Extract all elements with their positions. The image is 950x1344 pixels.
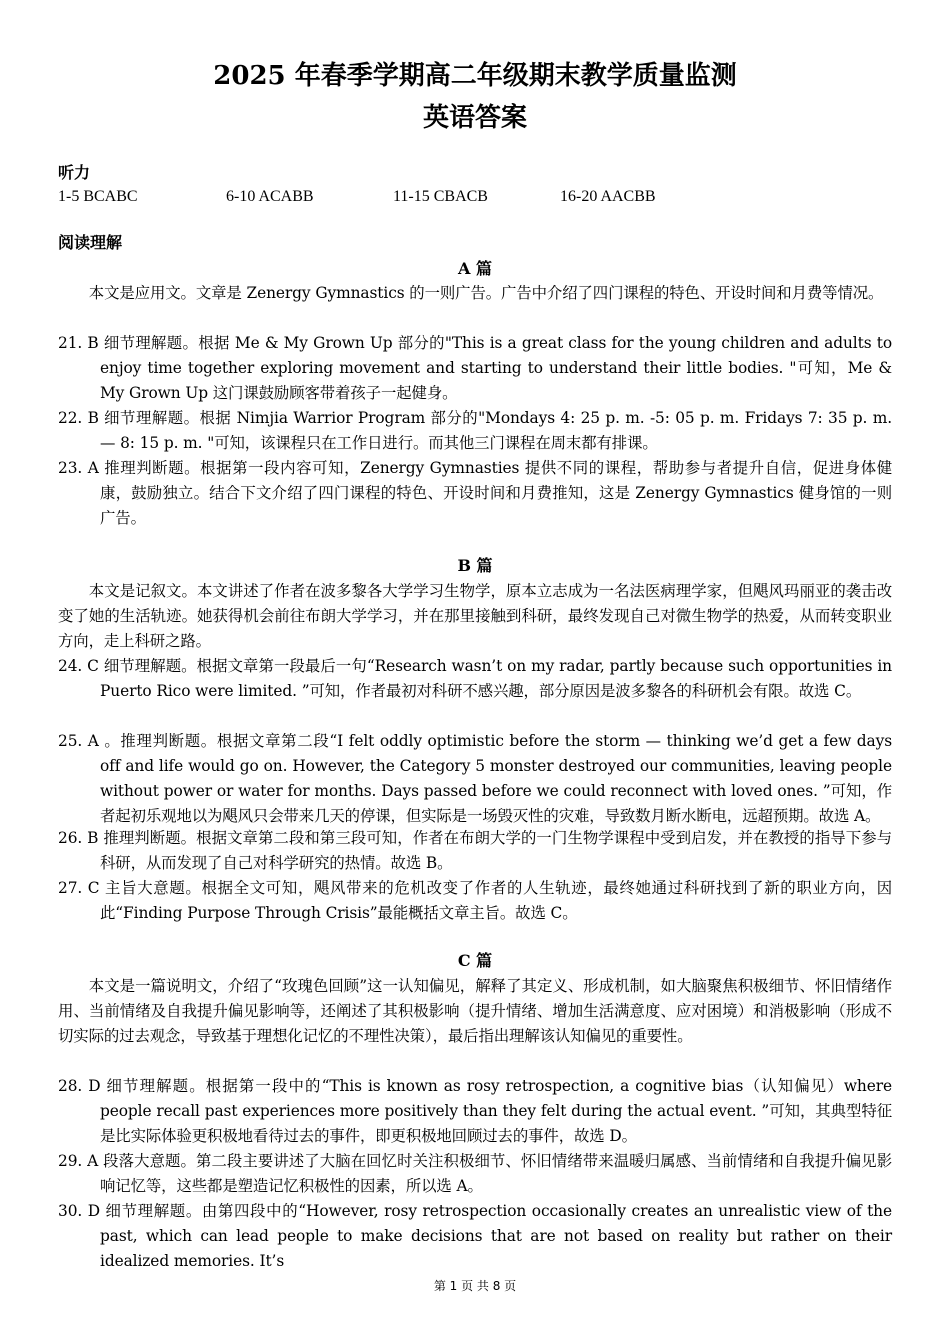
answer-explanation-29 bbox=[58, 1149, 892, 1199]
passage-c-intro: 本文是一篇说明文，介绍了“玫瑰色回顾”这一认知偏见，解释了其定义、形成机制，如大脑聚焦积极细节、怀旧情绪作用、当前情绪及自我提升偏见影响等，还阐述了其积极影响（提升情绪、增加生活满意度、应对困境）和消极影响（形成不切实际的过去观念，导致基于理想化记忆的不理性决策），最后指出理解该认知偏见的重要性。 bbox=[58, 977, 892, 1045]
listening-answer-group: 16-20 AACBB bbox=[560, 188, 656, 205]
question-number: 23. bbox=[58, 459, 83, 477]
question-number: 24. bbox=[58, 657, 83, 675]
answer-explanation-30 bbox=[58, 1199, 892, 1274]
question-number: 21. bbox=[58, 334, 83, 352]
question-number: 28. bbox=[58, 1077, 83, 1095]
passage-a-heading: A 篇 bbox=[458, 259, 492, 278]
reading-heading: 阅读理解 bbox=[58, 233, 123, 252]
question-explanation: B 推理判断题。根据文章第二段和第三段可知，作者在布朗大学的一门生物学课程中受到启发，并在教授的指导下参与科研，从而发现了自己对科学研究的热情。故选 B。 bbox=[87, 829, 893, 872]
answer-explanation-23 bbox=[58, 456, 892, 531]
listening-answer-group: 6-10 ACABB bbox=[226, 188, 314, 205]
question-number: 30. bbox=[58, 1202, 83, 1220]
question-number: 26. bbox=[58, 829, 83, 847]
passage-b-heading: B 篇 bbox=[457, 556, 493, 575]
answer-explanation-22 bbox=[58, 406, 892, 456]
answer-explanation-21 bbox=[58, 331, 892, 406]
question-explanation: A 。推理判断题。根据文章第二段“I felt oddly optimistic before the storm — thinking we’d get a few days off and life would go on. However, the Category 5 monster destroyed our communities, leaving people without power or water for months. Days passed before we could reconnect with loved ones. ”可知，作者起初乐观地以为飓风只会带来几天的停课，但实际是一场毁灭性的灾难，导致数月断水断电，远超预期。故选 A。 bbox=[87, 732, 892, 825]
listening-answer-group: 1-5 BCABC bbox=[58, 188, 138, 205]
question-explanation: B 细节理解题。根据 Me & My Grown Up 部分的"This is a great class for the young children and adults to enjoy time together exploring movement and starting to understand their little bodies. "可知，Me & My Grown Up 这门课鼓励顾客带着孩子一起健身。 bbox=[87, 334, 892, 402]
question-explanation: C 主旨大意题。根据全文可知，飓风带来的危机改变了作者的人生轨迹，最终她通过科研找到了新的职业方向，因此“Finding Purpose Through Crisis”最能概括文章主旨。故选 C。 bbox=[87, 879, 893, 922]
answer-explanation-28 bbox=[58, 1074, 892, 1149]
page-number-footer: 第 1 页 共 8 页 bbox=[433, 1279, 517, 1293]
question-number: 22. bbox=[58, 409, 83, 427]
passage-a-intro: 本文是应用文。文章是 Zenergy Gymnastics 的一则广告。广告中介绍了四门课程的特色、开设时间和月费等情况。 bbox=[88, 284, 884, 302]
question-explanation: A 推理判断题。根据第一段内容可知，Zenergy Gymnasties 提供不同的课程，帮助参与者提升自信，促进身体健康，鼓励独立。结合下文介绍了四门课程的特色、开设时间和月费推知，这是 Zenergy Gymnastics 健身馆的一则广告。 bbox=[87, 459, 892, 527]
page-title: 2025 年春季学期高二年级期末教学质量监测 bbox=[213, 61, 737, 91]
answer-explanation-24 bbox=[58, 654, 892, 704]
question-explanation: C 细节理解题。根据文章第一段最后一句“Research wasn’t on my radar, partly because such opportunities in Puerto Rico were limited. ”可知，作者最初对科研不感兴趣，部分原因是波多黎各的科研机会有限。故选 C。 bbox=[87, 657, 892, 700]
answer-explanation-25 bbox=[58, 729, 892, 829]
question-explanation: D 细节理解题。由第四段中的“However, rosy retrospection occasionally creates an unrealistic view of the past, which can lead people to make decisions that are not based on reality but rather on their idealized memories. It’s bbox=[87, 1202, 892, 1270]
question-number: 25. bbox=[58, 732, 83, 750]
page-subtitle: 英语答案 bbox=[422, 103, 527, 133]
passage-c-heading: C 篇 bbox=[457, 951, 493, 970]
question-explanation: D 细节理解题。根据第一段中的“This is known as rosy retrospection, a cognitive bias（认知偏见）where people recall past experiences more positively than they felt during the actual event. ”可知，其典型特征是比实际体验更积极地看待过去的事件，即更积极地回顾过去的事件，故选 D。 bbox=[88, 1077, 892, 1145]
question-explanation: A 段落大意题。第二段主要讲述了大脑在回忆时关注积极细节、怀旧情绪带来温暖归属感、当前情绪和自我提升偏见影响记忆等，这些都是塑造记忆积极性的因素，所以选 A。 bbox=[87, 1152, 892, 1195]
question-number: 29. bbox=[58, 1152, 83, 1170]
listening-answer-group: 11-15 CBACB bbox=[393, 188, 488, 205]
question-explanation: B 细节理解题。根据 Nimjia Warrior Program 部分的"Mondays 4: 25 p. m. -5: 05 p. m. Fridays 7: 35 p. m. — 8: 15 p. m. "可知，该课程只在工作日进行。而其他三门课程在周末都有排课。 bbox=[87, 409, 892, 452]
question-number: 27. bbox=[58, 879, 83, 897]
answer-explanation-27 bbox=[58, 876, 892, 926]
listening-heading: 听力 bbox=[58, 163, 91, 182]
passage-b-intro: 本文是记叙文。本文讲述了作者在波多黎各大学学习生物学，原本立志成为一名法医病理学家，但飓风玛丽亚的袭击改变了她的生活轨迹。她获得机会前往布朗大学学习，并在那里接触到科研，最终发现自己对微生物学的热爱，从而转变职业方向，走上科研之路。 bbox=[58, 582, 892, 650]
answer-explanation-26 bbox=[58, 826, 892, 876]
